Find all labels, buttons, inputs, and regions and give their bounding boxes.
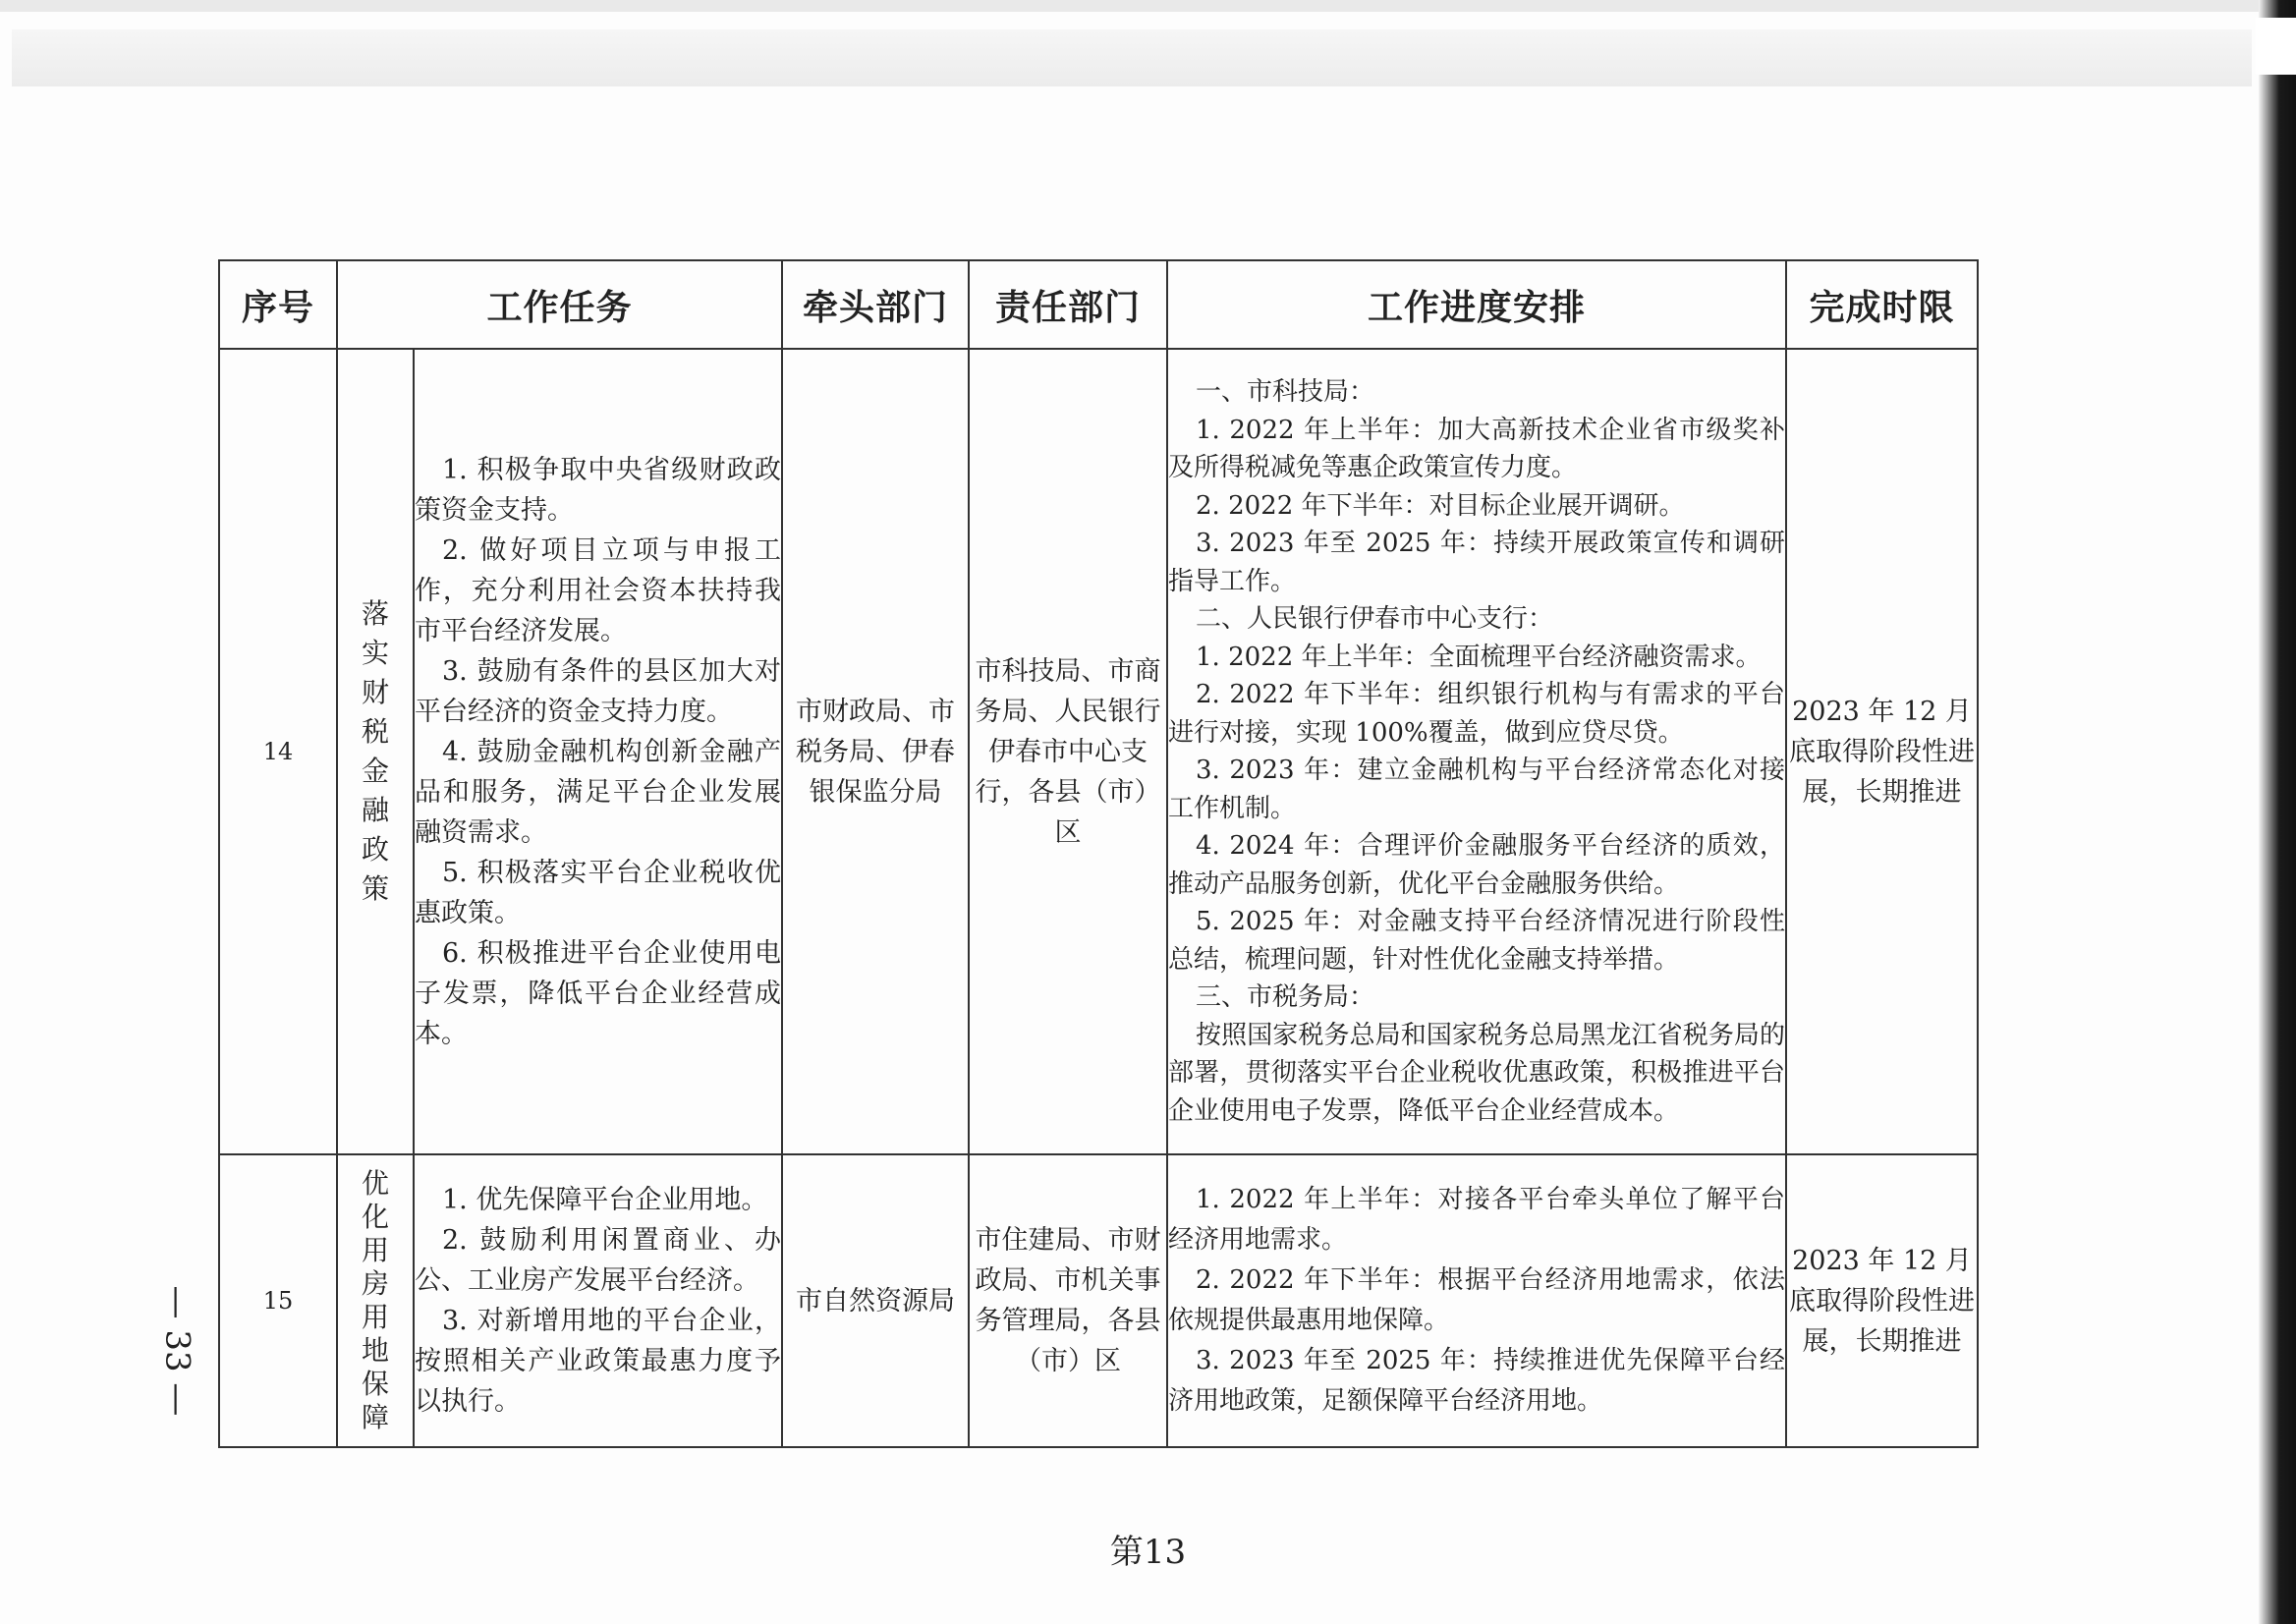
row-category: 优 化 用 房 用 地 保 障 [337, 1154, 414, 1447]
row-responsible-dept: 市科技局、市商务局、人民银行伊春市中心支行，各县（市）区 [969, 349, 1167, 1154]
scan-edge-right [2259, 0, 2296, 1624]
progress-item: 3. 2023 年至 2025 年：持续开展政策宣传和调研指导工作。 [1168, 529, 1786, 596]
row-lead-dept: 市自然资源局 [782, 1154, 969, 1447]
progress-item: 二、人民银行伊春市中心支行： [1196, 604, 1554, 634]
task-item: 6. 积极推进平台企业使用电子发票，降低平台企业经营成本。 [415, 937, 782, 1049]
row-lead-dept: 市财政局、市税务局、伊春银保监分局 [782, 349, 969, 1154]
progress-item: 3. 2023 年至 2025 年：持续推进优先保障平台经济用地政策，足额保障平台经济用地。 [1168, 1346, 1786, 1416]
progress-item: 2. 2022 年下半年：组织银行机构与有需求的平台进行对接，实现 100%覆盖，做到应贷尽贷。 [1168, 680, 1786, 748]
header-progress: 工作进度安排 [1167, 260, 1786, 349]
task-item: 3. 对新增用地的平台企业，按照相关产业政策最惠力度予以执行。 [415, 1306, 782, 1417]
row-responsible-dept: 市住建局、市财政局、市机关事务管理局，各县（市）区 [969, 1154, 1167, 1447]
footer-page-label: 第13 [1109, 1533, 1187, 1572]
row-deadline: 2023 年 12 月底取得阶段性进展，长期推进 [1786, 349, 1978, 1154]
scan-shadow-band [12, 29, 2252, 86]
progress-item: 三、市税务局： [1196, 982, 1375, 1012]
task-item: 4. 鼓励金融机构创新金融产品和服务，满足平台企业发展融资需求。 [415, 736, 782, 848]
progress-item: 1. 2022 年上半年：加大高新技术企业省市级奖补及所得税减免等惠企政策宣传力度。 [1168, 415, 1786, 482]
header-lead: 牵头部门 [782, 260, 969, 349]
scan-paper-corner [2256, 18, 2296, 75]
header-deadline: 完成时限 [1786, 260, 1978, 349]
task-item: 5. 积极落实平台企业税收优惠政策。 [415, 857, 782, 928]
progress-item: 按照国家税务总局和国家税务总局黑龙江省税务局的部署，贯彻落实平台企业税收优惠政策，积极推进平台企业使用电子发票，降低平台企业经营成本。 [1168, 1020, 1786, 1126]
row-tasks [414, 349, 782, 1154]
task-item: 2. 鼓励利用闲置商业、办公、工业房产发展平台经济。 [415, 1225, 782, 1296]
header-responsible: 责任部门 [969, 260, 1167, 349]
progress-item: 1. 2022 年上半年：全面梳理平台经济融资需求。 [1196, 642, 1762, 672]
row-category: 落 实 财 税 金 融 政 策 [337, 349, 414, 1154]
task-item: 1. 积极争取中央省级财政政策资金支持。 [415, 454, 782, 526]
header-task: 工作任务 [337, 260, 782, 349]
scan-edge-top [0, 0, 2296, 12]
task-item: 2. 做好项目立项与申报工作，充分利用社会资本扶持我市平台经济发展。 [415, 534, 782, 646]
work-plan-table [218, 259, 1979, 1448]
row-deadline: 2023 年 12 月底取得阶段性进展，长期推进 [1786, 1154, 1978, 1447]
task-item: 3. 鼓励有条件的县区加大对平台经济的资金支持力度。 [415, 655, 782, 727]
header-seq: 序号 [219, 260, 337, 349]
progress-item: 1. 2022 年上半年：对接各平台牵头单位了解平台经济用地需求。 [1168, 1185, 1786, 1255]
progress-item: 一、市科技局： [1196, 377, 1375, 407]
row-number: 14 [219, 349, 337, 1154]
row-tasks [414, 1154, 782, 1447]
progress-item: 5. 2025 年：对金融支持平台经济情况进行阶段性总结，梳理问题，针对性优化金融支持举措。 [1168, 907, 1786, 975]
table-row [219, 1154, 1978, 1447]
row-number: 15 [219, 1154, 337, 1447]
progress-item: 4. 2024 年：合理评价金融服务平台经济的质效，推动产品服务创新，优化平台金融服务供给。 [1168, 831, 1786, 899]
table-header-row [219, 260, 1978, 349]
progress-item: 2. 2022 年下半年：对目标企业展开调研。 [1196, 490, 1685, 521]
progress-item: 3. 2023 年：建立金融机构与平台经济常态化对接工作机制。 [1168, 756, 1786, 823]
task-item: 1. 优先保障平台企业用地。 [442, 1185, 768, 1215]
side-page-number: — 33 — [157, 1285, 197, 1417]
table-row [219, 349, 1978, 1154]
row-progress [1167, 1154, 1786, 1447]
progress-item: 2. 2022 年下半年：根据平台经济用地需求，依法依规提供最惠用地保障。 [1168, 1265, 1786, 1335]
row-progress [1167, 349, 1786, 1154]
